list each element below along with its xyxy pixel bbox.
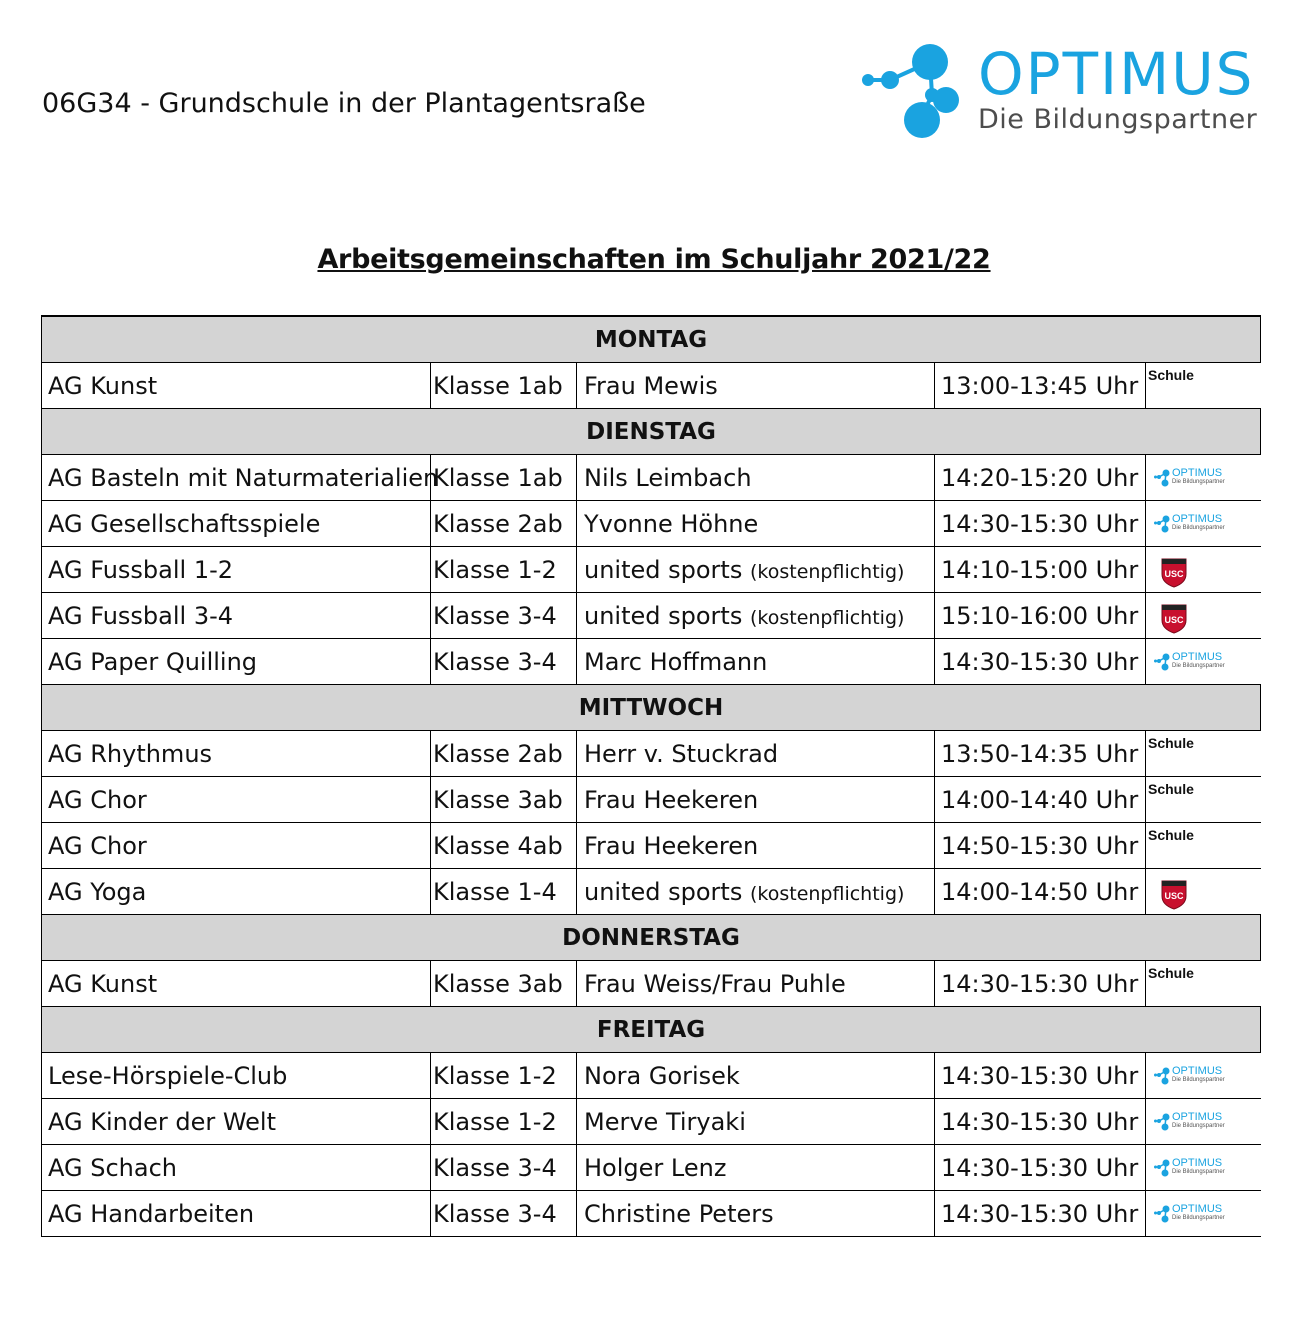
ag-provider [1146,961,1261,1007]
ag-zeit: 14:30-15:30 Uhr [935,1145,1146,1191]
ag-klasse: Klasse 3-4 [431,593,577,639]
ag-provider [1146,1099,1261,1145]
mini-brand: OPTIMUS [1172,1203,1223,1215]
ag-name: AG Chor [42,823,431,869]
ag-leitung-cell [577,777,935,823]
ag-leitung: united sports [584,877,743,906]
ag-zeit: 14:30-15:30 Uhr [935,501,1146,547]
ag-row [42,639,1261,685]
mini-tagline: Die Bildungspartner [1172,1169,1225,1175]
provider-optimus-logo [1154,1203,1234,1225]
ag-provider [1146,777,1261,823]
ag-klasse: Klasse 3-4 [431,1191,577,1237]
usc-crest-text: USC [1164,891,1184,901]
provider-usc-crest-icon [1160,602,1188,634]
fee-note: (kostenpflichtig) [749,606,905,629]
ag-leitung: united sports [584,601,743,630]
ag-leitung: Holger Lenz [584,1153,727,1182]
ag-leitung-cell [577,1099,935,1145]
ag-name: AG Kinder der Welt [42,1099,431,1145]
mini-molecule-icon [1154,515,1172,533]
ag-zeit: 14:30-15:30 Uhr [935,639,1146,685]
document-title-text: Arbeitsgemeinschaften im Schuljahr 2021/22 [317,244,991,275]
usc-crest-text: USC [1164,569,1184,579]
ag-leitung: Christine Peters [584,1199,774,1228]
ag-row [42,777,1261,823]
mini-tagline: Die Bildungspartner [1172,1077,1225,1083]
ag-zeit: 14:30-15:30 Uhr [935,961,1146,1007]
ag-leitung-cell [577,363,935,409]
ag-leitung-cell [577,547,935,593]
provider-optimus-logo [1154,1111,1234,1133]
mini-molecule-icon [1154,1159,1172,1177]
ag-leitung: united sports [584,555,743,584]
ag-leitung: Merve Tiryaki [584,1107,746,1136]
molecule-icon [860,40,972,140]
ag-klasse: Klasse 2ab [431,731,577,777]
provider-optimus-logo [1154,513,1234,535]
ag-provider [1146,869,1261,915]
ag-row [42,1053,1261,1099]
ag-name: Lese-Hörspiele-Club [42,1053,431,1099]
ag-zeit: 14:00-14:50 Uhr [935,869,1146,915]
day-header-row [42,685,1261,731]
ag-klasse: Klasse 1ab [431,455,577,501]
ag-klasse: Klasse 2ab [431,501,577,547]
ag-name: AG Gesellschaftsspiele [42,501,431,547]
ag-name: AG Chor [42,777,431,823]
ag-zeit: 14:00-14:40 Uhr [935,777,1146,823]
provider-school-label: Schule [1148,827,1194,843]
ag-name: AG Schach [42,1145,431,1191]
ag-row [42,363,1261,409]
ag-klasse: Klasse 1-2 [431,1099,577,1145]
ag-provider [1146,1145,1261,1191]
ag-klasse: Klasse 4ab [431,823,577,869]
ag-name: AG Fussball 1-2 [42,547,431,593]
ag-provider [1146,1053,1261,1099]
school-name: 06G34 - Grundschule in der Plantagentsraße [42,88,646,119]
ag-row [42,961,1261,1007]
ag-leitung: Nora Gorisek [584,1061,740,1090]
ag-zeit: 13:50-14:35 Uhr [935,731,1146,777]
provider-school-label: Schule [1148,367,1194,383]
day-header-row [42,1007,1261,1053]
usc-crest-text: USC [1164,615,1184,625]
ag-klasse: Klasse 3-4 [431,1145,577,1191]
day-name: FREITAG [42,1007,1261,1053]
mini-tagline: Die Bildungspartner [1172,479,1225,485]
ag-leitung: Nils Leimbach [584,463,752,492]
provider-usc-crest-icon [1160,878,1188,910]
ag-row [42,455,1261,501]
ag-leitung: Frau Weiss/Frau Puhle [584,969,846,998]
ag-zeit: 13:00-13:45 Uhr [935,363,1146,409]
ag-name: AG Rhythmus [42,731,431,777]
ag-row [42,823,1261,869]
ag-leitung-cell [577,501,935,547]
ag-leitung-cell [577,1053,935,1099]
ag-name: AG Fussball 3-4 [42,593,431,639]
provider-school-label: Schule [1148,781,1194,797]
ag-zeit: 14:20-15:20 Uhr [935,455,1146,501]
mini-brand: OPTIMUS [1172,513,1223,525]
ag-klasse: Klasse 1-4 [431,869,577,915]
day-header-row [42,316,1261,363]
mini-tagline: Die Bildungspartner [1172,1215,1225,1221]
ag-leitung-cell [577,1191,935,1237]
mini-tagline: Die Bildungspartner [1172,1123,1225,1129]
ag-klasse: Klasse 1-2 [431,547,577,593]
ag-leitung-cell [577,869,935,915]
ag-provider [1146,593,1261,639]
ag-leitung-cell [577,639,935,685]
ag-leitung-cell [577,455,935,501]
ag-klasse: Klasse 3ab [431,961,577,1007]
day-name: DONNERSTAG [42,915,1261,961]
ag-leitung: Yvonne Höhne [584,509,759,538]
ag-provider [1146,1191,1261,1237]
ag-zeit: 14:30-15:30 Uhr [935,1191,1146,1237]
ag-leitung-cell [577,823,935,869]
ag-leitung-cell [577,593,935,639]
provider-usc-crest-icon [1160,556,1188,588]
ag-zeit: 14:50-15:30 Uhr [935,823,1146,869]
provider-optimus-logo [1154,1065,1234,1087]
ag-klasse: Klasse 3-4 [431,639,577,685]
ag-name: AG Basteln mit Naturmaterialien [42,455,431,501]
ag-klasse: Klasse 1ab [431,363,577,409]
fee-note: (kostenpflichtig) [749,882,905,905]
provider-school-label: Schule [1148,735,1194,751]
ag-provider [1146,731,1261,777]
ag-row [42,501,1261,547]
mini-tagline: Die Bildungspartner [1172,525,1225,531]
day-name: MITTWOCH [42,685,1261,731]
ag-leitung-cell [577,961,935,1007]
ag-provider [1146,501,1261,547]
ag-leitung: Herr v. Stuckrad [584,739,779,768]
mini-brand: OPTIMUS [1172,467,1223,479]
ag-provider [1146,363,1261,409]
mini-brand: OPTIMUS [1172,1111,1223,1123]
mini-molecule-icon [1154,653,1172,671]
ag-leitung-cell [577,1145,935,1191]
provider-school-label: Schule [1148,965,1194,981]
ag-row [42,731,1261,777]
ag-row [42,869,1261,915]
mini-brand: OPTIMUS [1172,1065,1223,1077]
day-name: MONTAG [42,316,1261,363]
logo-tagline: Die Bildungspartner [978,104,1258,135]
ag-leitung: Frau Heekeren [584,785,759,814]
ag-row [42,1099,1261,1145]
ag-name: AG Paper Quilling [42,639,431,685]
mini-molecule-icon [1154,469,1172,487]
provider-optimus-logo [1154,1157,1234,1179]
ag-name: AG Handarbeiten [42,1191,431,1237]
provider-optimus-logo [1154,467,1234,489]
ag-name: AG Kunst [42,363,431,409]
mini-brand: OPTIMUS [1172,651,1223,663]
ag-row [42,1145,1261,1191]
fee-note: (kostenpflichtig) [749,560,905,583]
ag-leitung: Frau Mewis [584,371,718,400]
ag-provider [1146,639,1261,685]
ag-provider [1146,455,1261,501]
mini-brand: OPTIMUS [1172,1157,1223,1169]
schedule-table [41,315,1261,1237]
ag-row [42,1191,1261,1237]
mini-molecule-icon [1154,1067,1172,1085]
document-title [0,244,1308,275]
ag-provider [1146,823,1261,869]
ag-leitung-cell [577,731,935,777]
day-header-row [42,915,1261,961]
ag-zeit: 14:30-15:30 Uhr [935,1053,1146,1099]
ag-zeit: 14:30-15:30 Uhr [935,1099,1146,1145]
day-name: DIENSTAG [42,409,1261,455]
ag-leitung: Frau Heekeren [584,831,759,860]
mini-molecule-icon [1154,1205,1172,1223]
ag-leitung: Marc Hoffmann [584,647,768,676]
ag-name: AG Yoga [42,869,431,915]
logo-brand: OPTIMUS [978,40,1255,108]
ag-provider [1146,547,1261,593]
ag-name: AG Kunst [42,961,431,1007]
ag-zeit: 14:10-15:00 Uhr [935,547,1146,593]
optimus-logo [860,40,1260,145]
mini-tagline: Die Bildungspartner [1172,663,1225,669]
ag-row [42,593,1261,639]
day-header-row [42,409,1261,455]
provider-optimus-logo [1154,651,1234,673]
mini-molecule-icon [1154,1113,1172,1131]
ag-zeit: 15:10-16:00 Uhr [935,593,1146,639]
ag-row [42,547,1261,593]
ag-klasse: Klasse 1-2 [431,1053,577,1099]
ag-klasse: Klasse 3ab [431,777,577,823]
